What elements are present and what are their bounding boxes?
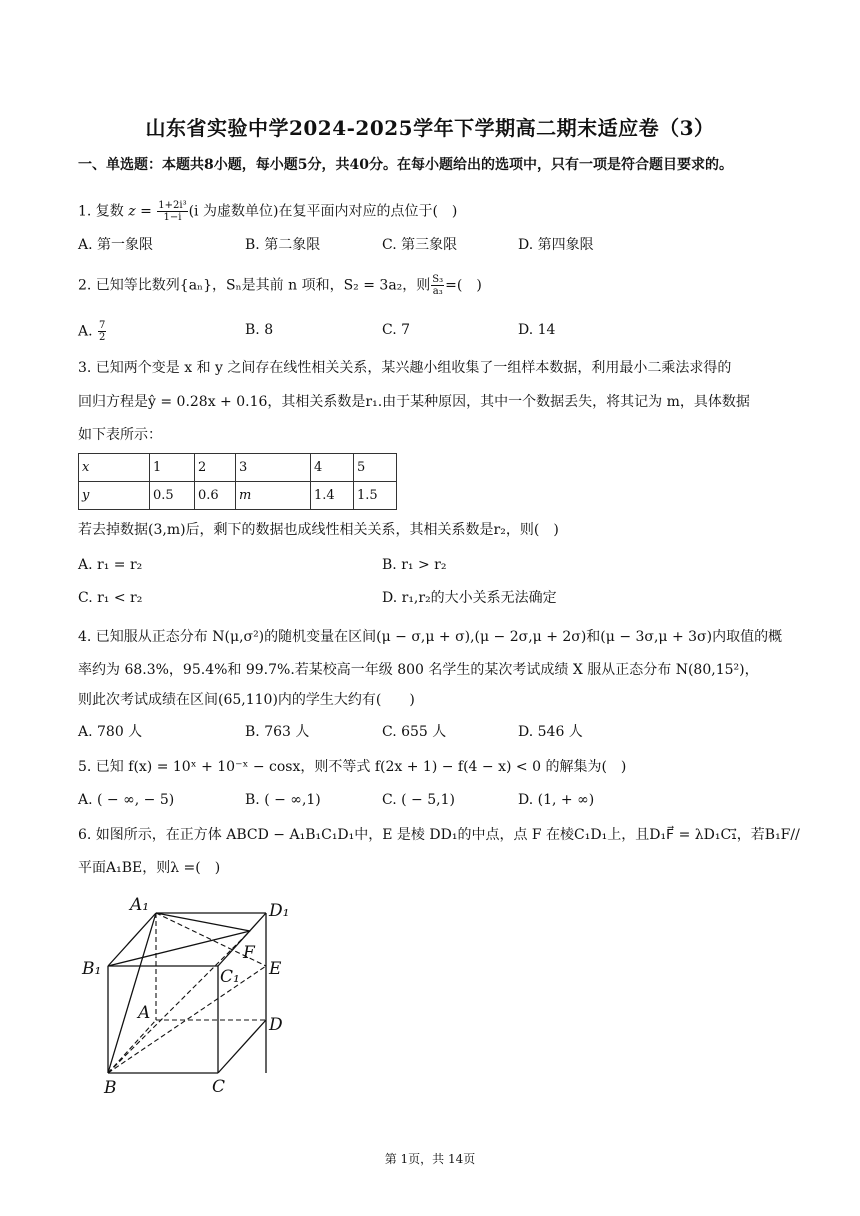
q5-option-b: B. ( − ∞,1) [245, 792, 321, 808]
question-1 [78, 200, 457, 223]
question-5: 5. 已知 f(x) = 10ˣ + 10⁻ˣ − cosx，则不等式 f(2x + 1) − f(4 − x) < 0 的解集为( ) [78, 759, 627, 775]
label-d1: D₁ [269, 901, 290, 921]
q3-option-d: D. r₁,r₂的大小关系无法确定 [382, 590, 557, 606]
q5-option-d: D. (1, + ∞) [518, 792, 595, 808]
q3-option-b: B. r₁ > r₂ [382, 557, 447, 573]
table-cell: 1 [150, 454, 195, 482]
edge-b1a1 [108, 913, 156, 966]
q2-denominator: a₃ [432, 286, 443, 297]
question-3-line-4: 若去掉数据(3,m)后，剩下的数据也成线性相关关系，其相关系数是r₂，则( ) [78, 522, 559, 538]
label-c: C [212, 1077, 226, 1097]
question-3-line-1: 3. 已知两个变是 x 和 y 之间存在线性相关关系，某兴趣小组收集了一组样本数据，利用最小二乘法求得的 [78, 360, 732, 376]
q5-option-a: A. ( − ∞, − 5) [78, 792, 175, 808]
q1-prefix: 1. 复数 [78, 203, 129, 220]
question-3-line-2: 回归方程是ŷ = 0.28x + 0.16，其相关系数是r₁.由于某种原因，其中一个数据丢失，将其记为 m，具体数据 [78, 394, 750, 410]
label-b1: B₁ [82, 959, 102, 979]
table-cell: 5 [354, 454, 397, 482]
label-d: D [269, 1015, 283, 1035]
q3-option-a: A. r₁ = r₂ [78, 557, 143, 573]
table-row [79, 454, 397, 482]
q4-option-c: C. 655 人 [382, 724, 447, 740]
section-heading: 一、单选题：本题共8小题，每小题5分，共40分。在每小题给出的选项中，只有一项是符合题目要求的。 [78, 157, 733, 173]
q2-option-a-label: A. [78, 323, 98, 340]
table-cell: x [79, 454, 150, 482]
q5-option-c: C. ( − 5,1) [382, 792, 455, 808]
question-6-line-1: 6. 如图所示，在正方体 ABCD − A₁B₁C₁D₁中，E 是棱 DD₁的中点，点 F 在棱C₁D₁上，且D₁F⃗ = λD₁C₁⃗，若B₁F// [78, 827, 800, 843]
label-b: B [104, 1078, 117, 1098]
q2-numerator: S₃ [432, 274, 444, 285]
table-cell: m [236, 482, 311, 510]
q2-prefix: 2. 已知等比数列{aₙ}，Sₙ是其前 n 项和，S₂ = 3a₂，则 [78, 277, 431, 294]
table-cell: 3 [236, 454, 311, 482]
table-cell: 0.6 [195, 482, 236, 510]
question-4-line-3: 则此次考试成绩在区间(65,110)内的学生大约有( ) [78, 692, 415, 708]
question-4-line-2: 率约为 68.3%，95.4%和 99.7%.若某校高一年级 800 名学生的某次考试成绩 X 服从正态分布 N(80,15²)， [78, 662, 759, 678]
q1-numerator: 1+2i³ [158, 200, 187, 211]
question-4-line-1: 4. 已知服从正态分布 N(μ,σ²)的随机变量在区间(μ − σ,μ + σ),(μ − 2σ,μ + 2σ)和(μ − 3σ,μ + 3σ)内取值的概 [78, 629, 783, 645]
label-c1: C₁ [220, 967, 240, 987]
q4-option-b: B. 763 人 [245, 724, 310, 740]
edge-c1d1 [218, 913, 266, 966]
segment-a1f [156, 913, 250, 931]
segment-be [108, 966, 266, 1073]
q2-option-a [78, 320, 107, 343]
q2-option-a-fraction [98, 320, 106, 343]
q1-suffix: (i 为虚数单位)在复平面内对应的点位于( ) [188, 203, 458, 220]
q3-option-c: C. r₁ < r₂ [78, 590, 143, 606]
q2-option-a-den: 2 [99, 332, 106, 343]
label-f: F [243, 943, 255, 963]
q2-option-b: B. 8 [245, 322, 274, 338]
q2-option-d: D. 14 [518, 322, 556, 338]
q1-z: z = [128, 203, 157, 220]
table-row [79, 482, 397, 510]
q1-denominator: 1−i [163, 212, 182, 223]
q2-option-c: C. 7 [382, 322, 411, 338]
q2-suffix: =( ) [445, 277, 482, 294]
page-title: 山东省实验中学2024-2025学年下学期高二期末适应卷（3） [145, 116, 715, 140]
table-cell: 1.4 [311, 482, 354, 510]
q1-option-d: D. 第四象限 [518, 237, 594, 253]
data-table [78, 453, 397, 510]
q4-option-a: A. 780 人 [78, 724, 143, 740]
q1-fraction [157, 200, 187, 223]
table-cell: 1.5 [354, 482, 397, 510]
q1-option-b: B. 第二象限 [245, 237, 321, 253]
question-6-line-2: 平面A₁BE，则λ =( ) [78, 860, 221, 876]
table-cell: 4 [311, 454, 354, 482]
q2-option-a-num: 7 [99, 320, 106, 331]
edge-cd [218, 1020, 266, 1073]
question-2 [78, 274, 482, 297]
table-cell: y [79, 482, 150, 510]
question-3-line-3: 如下表所示： [78, 427, 162, 443]
label-a: A [138, 1003, 151, 1023]
q2-fraction [431, 274, 444, 297]
q1-option-c: C. 第三象限 [382, 237, 458, 253]
table-cell: 2 [195, 454, 236, 482]
page-footer: 第 1页，共 14页 [384, 1152, 476, 1166]
label-e: E [269, 959, 282, 979]
label-a1: A₁ [130, 895, 150, 915]
q4-option-d: D. 546 人 [518, 724, 583, 740]
table-cell: 0.5 [150, 482, 195, 510]
q1-option-a: A. 第一象限 [78, 237, 154, 253]
cube-figure [76, 888, 306, 1103]
